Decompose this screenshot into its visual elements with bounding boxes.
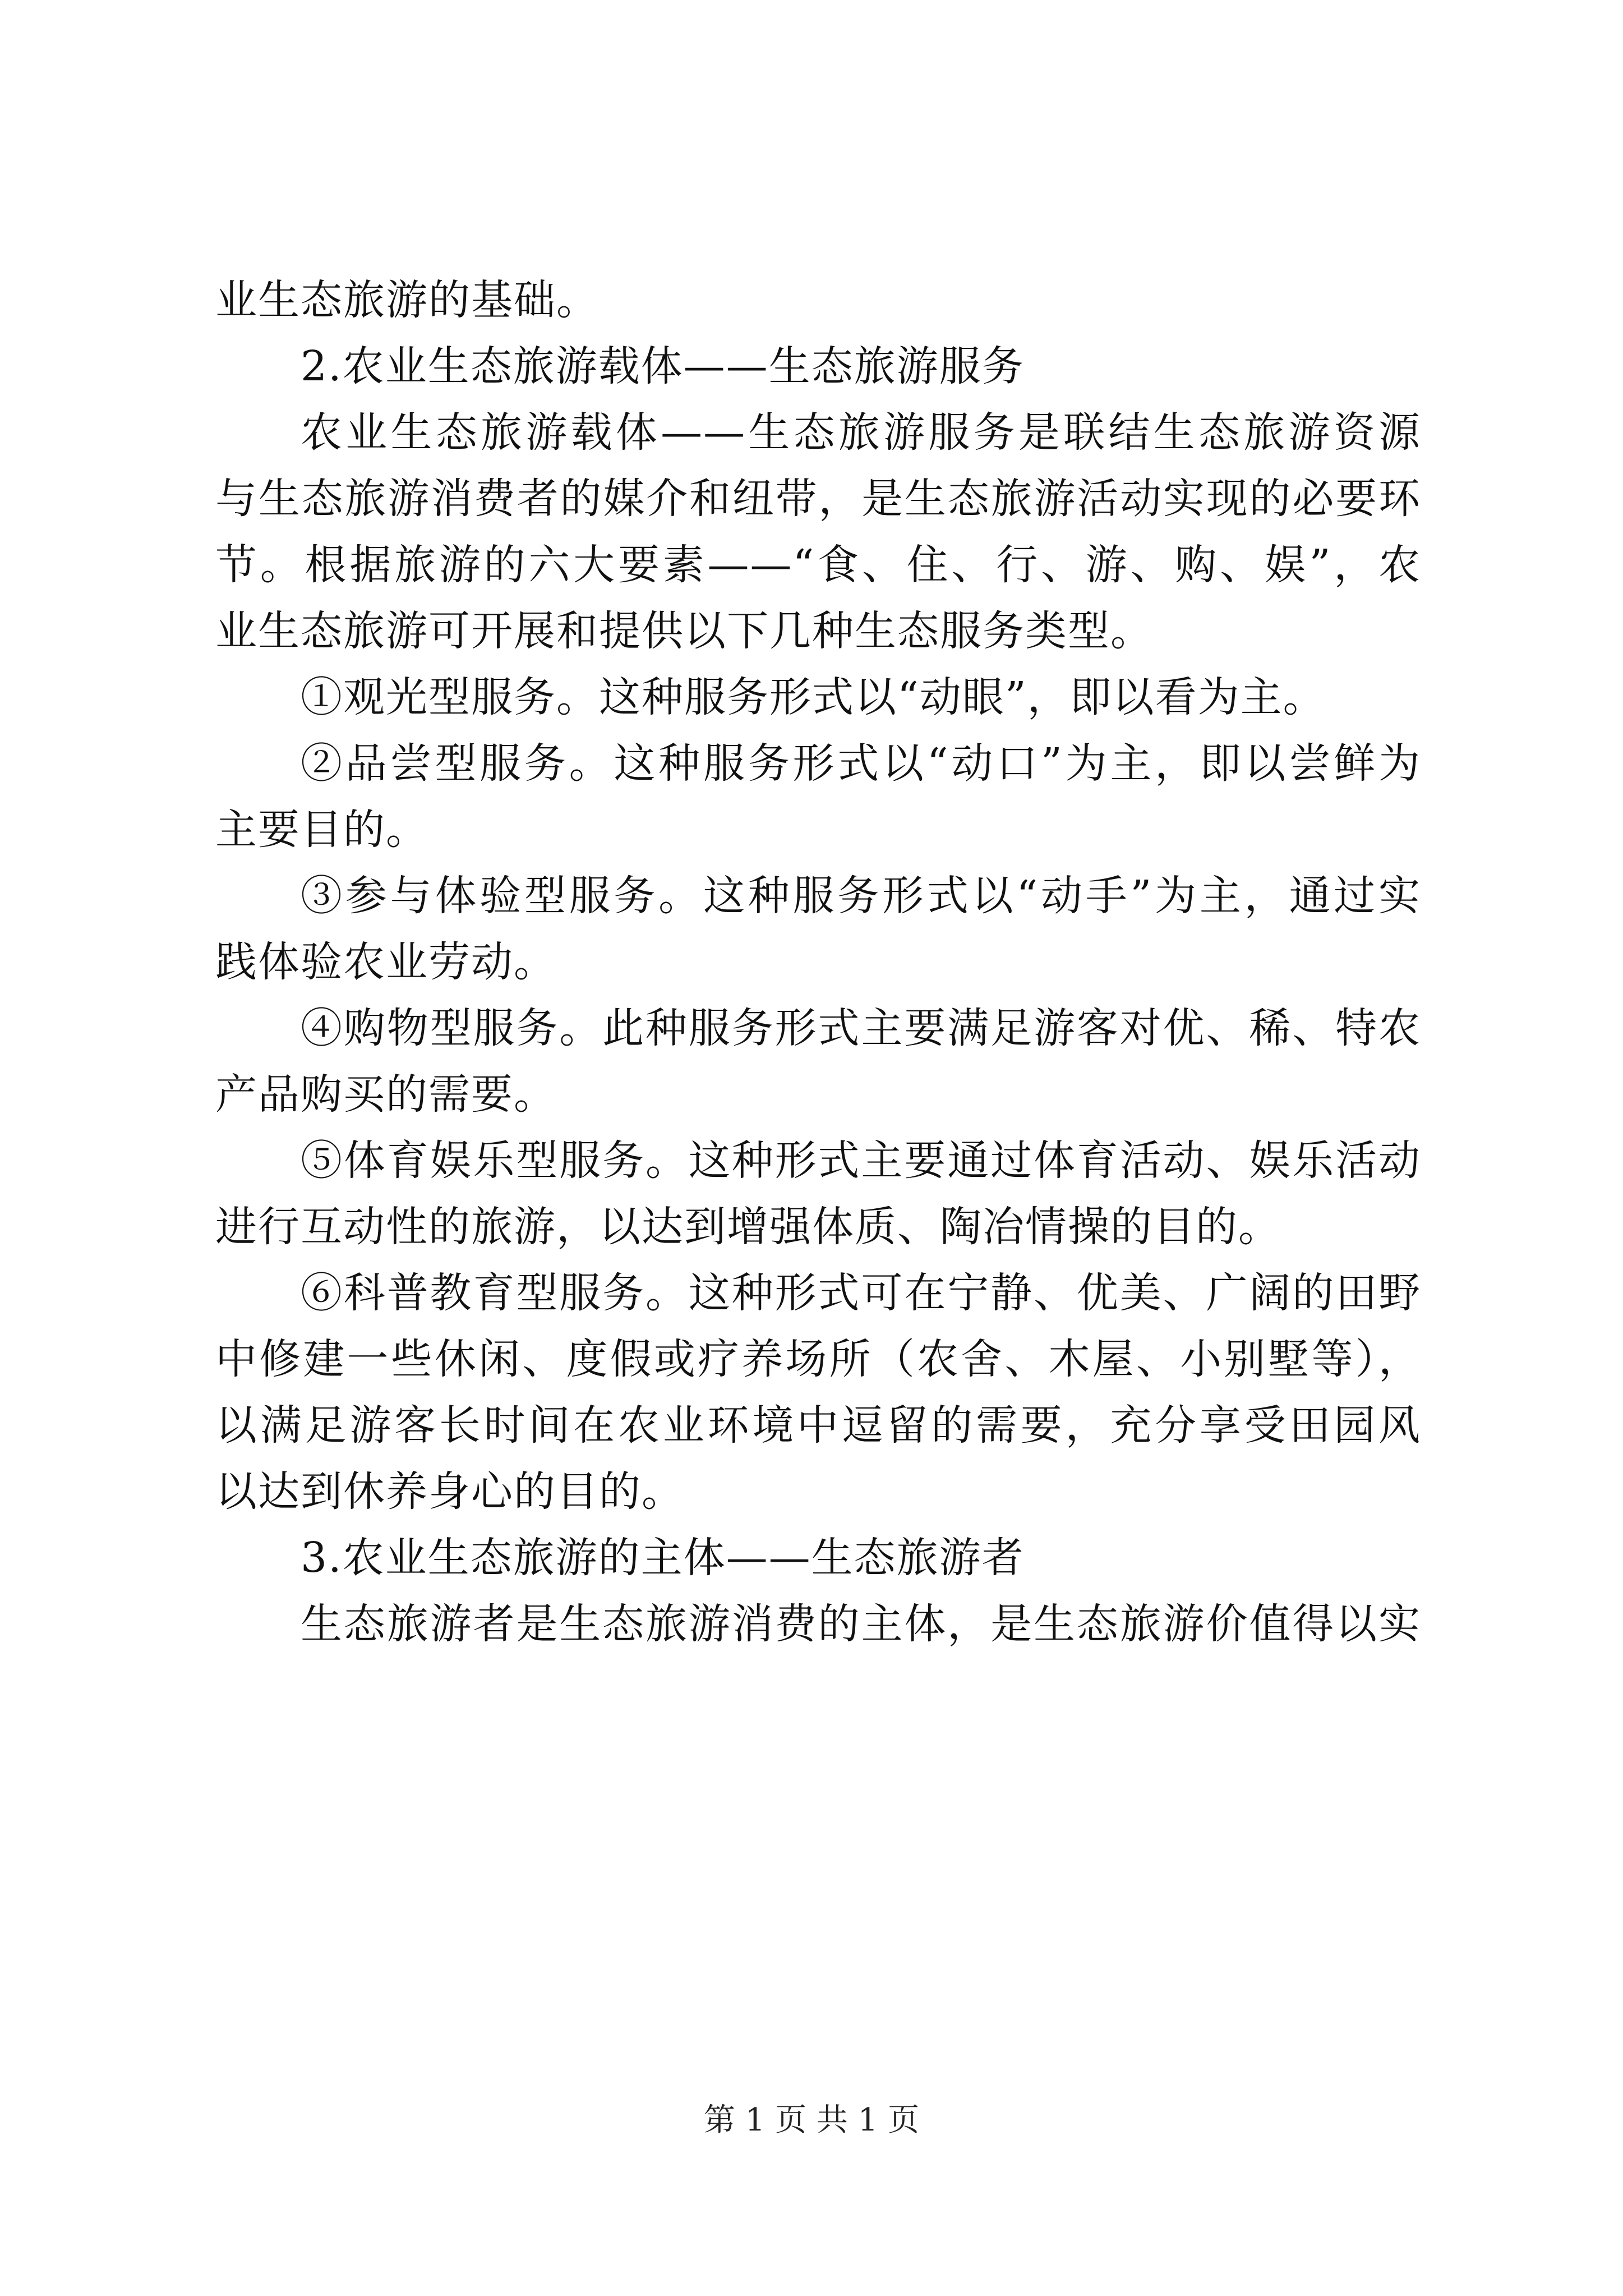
list-item: ②品尝型服务。这种服务形式以“动口”为主，即以尝鲜为: [301, 739, 1421, 788]
text-line: 以达到休养身心的目的。: [215, 1467, 684, 1516]
document-body: [215, 267, 1421, 1657]
text-line: 业生态旅游的基础。: [215, 276, 599, 324]
text-line: 中修建一些休闲、度假或疗养场所（农舍、木屋、小别墅等），: [215, 1335, 1421, 1383]
list-item: ⑤体育娱乐型服务。这种形式主要通过体育活动、娱乐活动: [301, 1137, 1421, 1185]
text-line: 主要目的。: [215, 806, 428, 854]
text-line: 生态旅游者是生态旅游消费的主体，是生态旅游价值得以实: [301, 1600, 1421, 1648]
text-line: 与生态旅游消费者的媒介和纽带，是生态旅游活动实现的必要环: [215, 475, 1421, 523]
text-line: 农业生态旅游载体——生态旅游服务是联结生态旅游资源: [301, 408, 1421, 457]
text-line: 进行互动性的旅游，以达到增强体质、陶冶情操的目的。: [215, 1203, 1281, 1251]
text-line: 践体验农业劳动。: [215, 938, 556, 986]
text-line: 产品购买的需要。: [215, 1070, 556, 1119]
text-line: 节。根据旅游的六大要素——“食、住、行、游、购、娱”，农: [215, 541, 1421, 589]
list-item: ③参与体验型服务。这种服务形式以“动手”为主，通过实: [301, 872, 1421, 920]
list-item: ⑥科普教育型服务。这种形式可在宁静、优美、广阔的田野: [301, 1269, 1421, 1317]
list-item: ④购物型服务。此种服务形式主要满足游客对优、稀、特农: [301, 1004, 1421, 1052]
text-line: 以满足游客长时间在农业环境中逗留的需要，充分享受田园风: [215, 1401, 1421, 1450]
page-footer: 第 1 页 共 1 页: [703, 2102, 920, 2138]
list-item: ①观光型服务。这种服务形式以“动眼”，即以看为主。: [301, 673, 1326, 721]
section-heading: 3.农业生态旅游的主体——生态旅游者: [301, 1534, 1025, 1582]
text-line: 业生态旅游可开展和提供以下几种生态服务类型。: [215, 607, 1153, 655]
section-heading: 2.农业生态旅游载体——生态旅游服务: [301, 342, 1025, 390]
